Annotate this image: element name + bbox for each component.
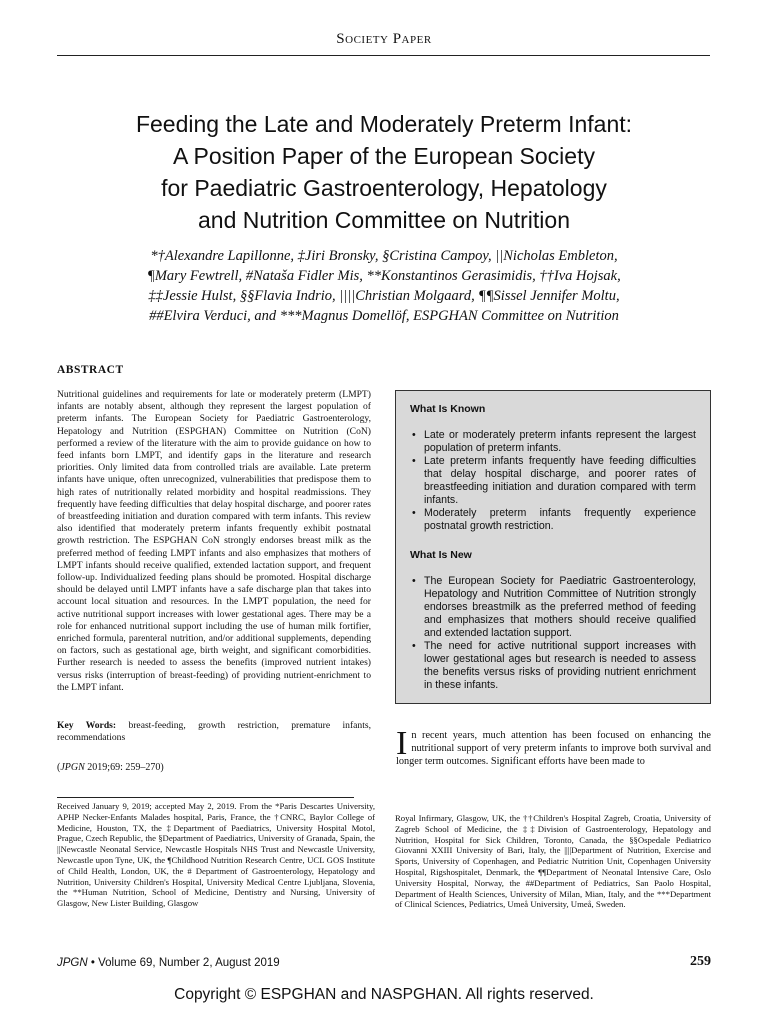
intro-paragraph: n recent years, much attention has been focused on enhancing the nutritional support of very preterm infants to improve both survival and longer term outcomes. Significant efforts have been made to [396, 730, 711, 767]
footer-journal-info [57, 957, 280, 969]
list-item: • Moderately preterm infants frequently experience postnatal growth restriction. [424, 507, 696, 533]
keywords-label: Key Words: [57, 720, 117, 731]
footnote-rule [57, 797, 354, 798]
list-item: • The European Society for Paediatric Gastroenterology, Hepatology and Nutrition Committee of Nutrition strongly endorses breastmilk as the preferred method of feeding and emphasizes that mothers should receive qualified and extended lactation support. [424, 575, 696, 640]
abstract-heading: ABSTRACT [57, 364, 124, 376]
title-line: A Position Paper of the European Society [173, 143, 595, 169]
header-rule [57, 55, 710, 56]
what-is-known-heading: What Is Known [410, 403, 486, 415]
footer-issue: • Volume 69, Number 2, August 2019 [87, 957, 280, 969]
citation: (JPGN 2019;69: 259–270) [57, 762, 164, 773]
what-is-new-list [410, 575, 696, 692]
author-line: *†Alexandre Lapillonne, ‡Jiri Bronsky, §Cristina Campoy, ||Nicholas Embleton, [150, 248, 618, 264]
author-line: ¶Mary Fewtrell, #Nataša Fidler Mis, **Konstantinos Gerasimidis, ††Iva Hojsak, [147, 268, 621, 284]
affiliations-right: Royal Infirmary, Glasgow, UK, the ††Children's Hospital Zagreb, Croatia, University of Zagreb School of Medicine, the ‡‡Division of Gastroenterology, Hepatology and Nutrition, Hospital for Sick Children, Toronto, Canada, the §§Ospedale Pediatrico Giovanni XXIII University of Bari, Italy, the ||||Department of Nutrition, Exercise and Sports, University of Copenhagen, and Pediatric Nutrition Unit, Copenhagen University Hospital, Rigshospitalet, Denmark, the ¶¶Department of Neonatal Intensive Care, Oslo University Hospital, Norway, the ##Department of Pediatrics, San Paolo Hospital, Department of Health Sciences, University of Milan, Mian, Italy, and the ***Department of Clinical Sciences, Pediatrics, Umeå University, Umeå, Sweden. [395, 813, 711, 910]
citation-journal: JPGN [60, 762, 85, 773]
title-line: for Paediatric Gastroenterology, Hepatology [161, 175, 607, 201]
what-is-known-list [410, 429, 696, 533]
title-line: and Nutrition Committee on Nutrition [198, 207, 570, 233]
citation-details: 2019;69: 259–270) [84, 762, 164, 773]
author-line: ‡‡Jessie Hulst, §§Flavia Indrio, ||||Christian Molgaard, ¶¶Sissel Jennifer Moltu, [148, 288, 620, 304]
keywords-text: breast-feeding, growth restriction, premature infants, recommendations [57, 720, 371, 744]
what-is-new-heading: What Is New [410, 549, 472, 561]
copyright-notice: Copyright © ESPGHAN and NASPGHAN. All rights reserved. [174, 986, 594, 1003]
summary-box [395, 390, 711, 704]
list-item: • The need for active nutritional support increases with lower gestational ages but research is needed to assess the benefits versus risks of providing nutrient enrichment in these infants. [424, 640, 696, 692]
footer-journal-name: JPGN [57, 957, 88, 969]
affiliations-left: Received January 9, 2019; accepted May 2, 2019. From the *Paris Descartes University, APHP Necker-Enfants Malades hospital, Paris, France, the †CNRC, Baylor College of Medicine, Houston, TX, the ‡Department of Paediatrics, University Hospital Motol, Prague, Czech Republic, the §Department of Paediatrics, University of Granada, Spain, the ||Newcastle Neonatal Service, Newcastle Hospitals NHS Trust and Newcastle University, Newcastle upon Tyne, UK, the ¶Childhood Nutrition Research Centre, UCL GOS Institute of Child Health, London, UK, the # Department of Gastroenterology, Hepatology and Nutrition, University Children's Hospital, University Medical Centre Ljubljana, Slovenia, the **Human Nutrition, School of Medicine, Dentistry and Nursing, University of Glasgow, New Lister Building, Glasgow [57, 801, 375, 909]
keywords [57, 720, 371, 744]
title-line: Feeding the Late and Moderately Preterm Infant: [135, 111, 633, 137]
page-number: 259 [690, 954, 711, 969]
author-line: ##Elvira Verduci, and ***Magnus Domellöf, ESPGHAN Committee on Nutrition [149, 308, 619, 324]
introduction-text [396, 725, 711, 768]
running-header: Society Paper [336, 31, 432, 47]
list-item: • Late preterm infants frequently have feeding difficulties that delay hospital discharge, and poorer rates of breastfeeding initiation and duration compared with term infants. [424, 455, 696, 507]
list-item: • Late or moderately preterm infants represent the largest population of preterm infants. [424, 429, 696, 455]
author-list [60, 246, 708, 326]
abstract-body: Nutritional guidelines and requirements for late or moderately preterm (LMPT) infants are notably absent, although they represent the largest population of preterm infants. The European Society for Paediatric Gastroenterology, Hepatology and Nutrition (ESPGHAN) Committee on Nutrition (CoN) performed a review of the literature with the aim to provide guidance on how to feed infants born LMPT, and identify gaps in the literature and research priorities. Only limited data from controlled trials are available. Late preterm infants have unique, often unrecognized, vulnerabilities that predispose them to high rates of nutritionally related morbidity and hospital readmissions. They frequently have feeding difficulties that delay hospital discharge, and poorer rates of breastfeeding initiation and duration compared with term infants. This review also identified that moderately preterm infants frequently exhibit postnatal growth restriction. The ESPGHAN CoN strongly endorses breast milk as the preferred method of feeding LMPT infants and also emphasizes that mothers of LMPT infants should receive qualified, extended lactation support, and frequent follow-up. Individualized feeding plans should be promoted. Hospital discharge should be delayed until LMPT infants have a safe discharge plan that takes into account local situation and resources. In the LMPT population, the need for active nutritional support increases with lower gestational ages. There may be a role for enhanced nutritional support including the use of human milk fortifier, enriched formula, parenteral nutrition, and/or additional supplements, depending on factors, such as gestational age, birth weight, and significant comorbidities. Further research is needed to assess the benefits (improved nutrient intakes) versus risks (interruption of breast-feeding) of providing nutrient-enrichment to the LMPT infant. [57, 389, 371, 693]
paper-title [60, 108, 708, 236]
drop-cap: I [396, 725, 408, 762]
